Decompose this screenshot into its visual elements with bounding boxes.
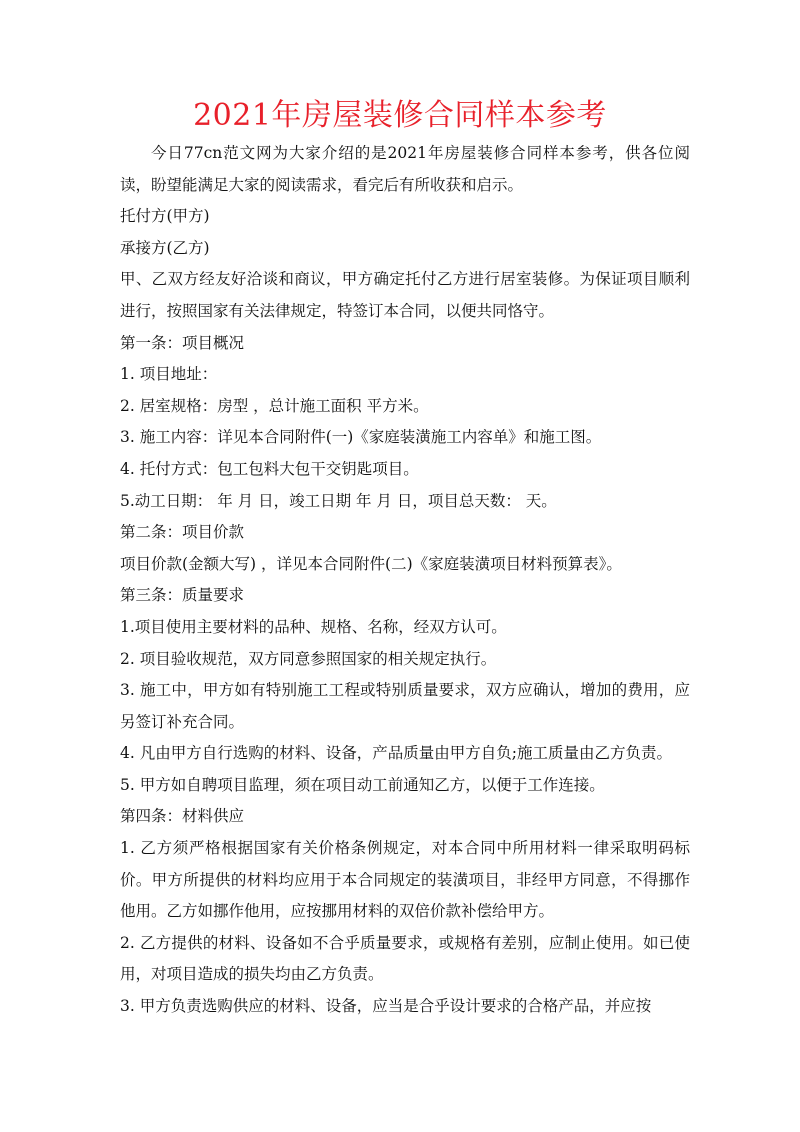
preamble-paragraph: 甲、乙双方经友好洽谈和商议，甲方确定托付乙方进行居室装修。为保证项目顺利进行，按照国家有关法律规定，特签订本合同，以便共同恪守。 <box>120 270 690 320</box>
document-body <box>120 138 690 1023</box>
clause-item: 1. 乙方须严格根据国家有关价格条例规定，对本合同中所用材料一律采取明码标价。甲方所提供的材料均应用于本合同规定的装潢项目，非经甲方同意，不得挪作他用。乙方如挪作他用，应按挪用材料的双倍价款补偿给甲方。 <box>120 839 690 921</box>
clause-item: 项目价款(金额大写) ，详见本合同附件(二)《家庭装潢项目材料预算表》。 <box>120 554 622 573</box>
section-heading: 第四条：材料供应 <box>120 807 245 826</box>
clause-item: 3. 甲方负责选购供应的材料、设备，应当是合乎设计要求的合格产品，并应按 <box>120 997 652 1016</box>
clause-item: 2. 乙方提供的材料、设备如不合乎质量要求，或规格有差别，应制止使用。如已使用，对项目造成的损失均由乙方负责。 <box>120 933 690 984</box>
clause-item: 2. 项目验收规范，双方同意参照国家的相关规定执行。 <box>120 649 497 668</box>
clause-item: 4. 托付方式：包工包料大包干交钥匙项目。 <box>120 459 419 478</box>
clause-item: 3. 施工内容：详见本合同附件(一)《家庭装潢施工内容单》和施工图。 <box>120 428 602 447</box>
clause-item: 5.动工日期： 年 月 日，竣工日期 年 月 日，项目总天数： 天。 <box>120 491 557 510</box>
section-heading: 第二条：项目价款 <box>120 523 245 542</box>
party-b-line: 承接方(乙方) <box>120 238 210 257</box>
clause-item: 1.项目使用主要材料的品种、规格、名称，经双方认可。 <box>120 617 507 636</box>
section-heading: 第一条：项目概况 <box>120 333 245 352</box>
party-a-line: 托付方(甲方) <box>120 207 210 226</box>
section-heading: 第三条：质量要求 <box>120 586 245 605</box>
clause-item: 5. 甲方如自聘项目监理，须在项目动工前通知乙方，以便于工作连接。 <box>120 775 605 794</box>
clause-item: 3. 施工中，甲方如有特别施工工程或特别质量要求，双方应确认，增加的费用，应另签订补充合同。 <box>120 681 690 731</box>
clause-item: 4. 凡由甲方自行选购的材料、设备，产品质量由甲方自负;施工质量由乙方负责。 <box>120 744 672 763</box>
clause-item: 2. 居室规格：房型 ，总计施工面积 平方米。 <box>120 396 429 415</box>
document-title: 2021年房屋装修合同样本参考 <box>193 98 607 133</box>
intro-paragraph: 今日77cn范文网为大家介绍的是2021年房屋装修合同样本参考，供各位阅读，盼望能满足大家的阅读需求，看完后有所收获和启示。 <box>120 144 690 194</box>
clause-item: 1. 项目地址： <box>120 365 218 384</box>
